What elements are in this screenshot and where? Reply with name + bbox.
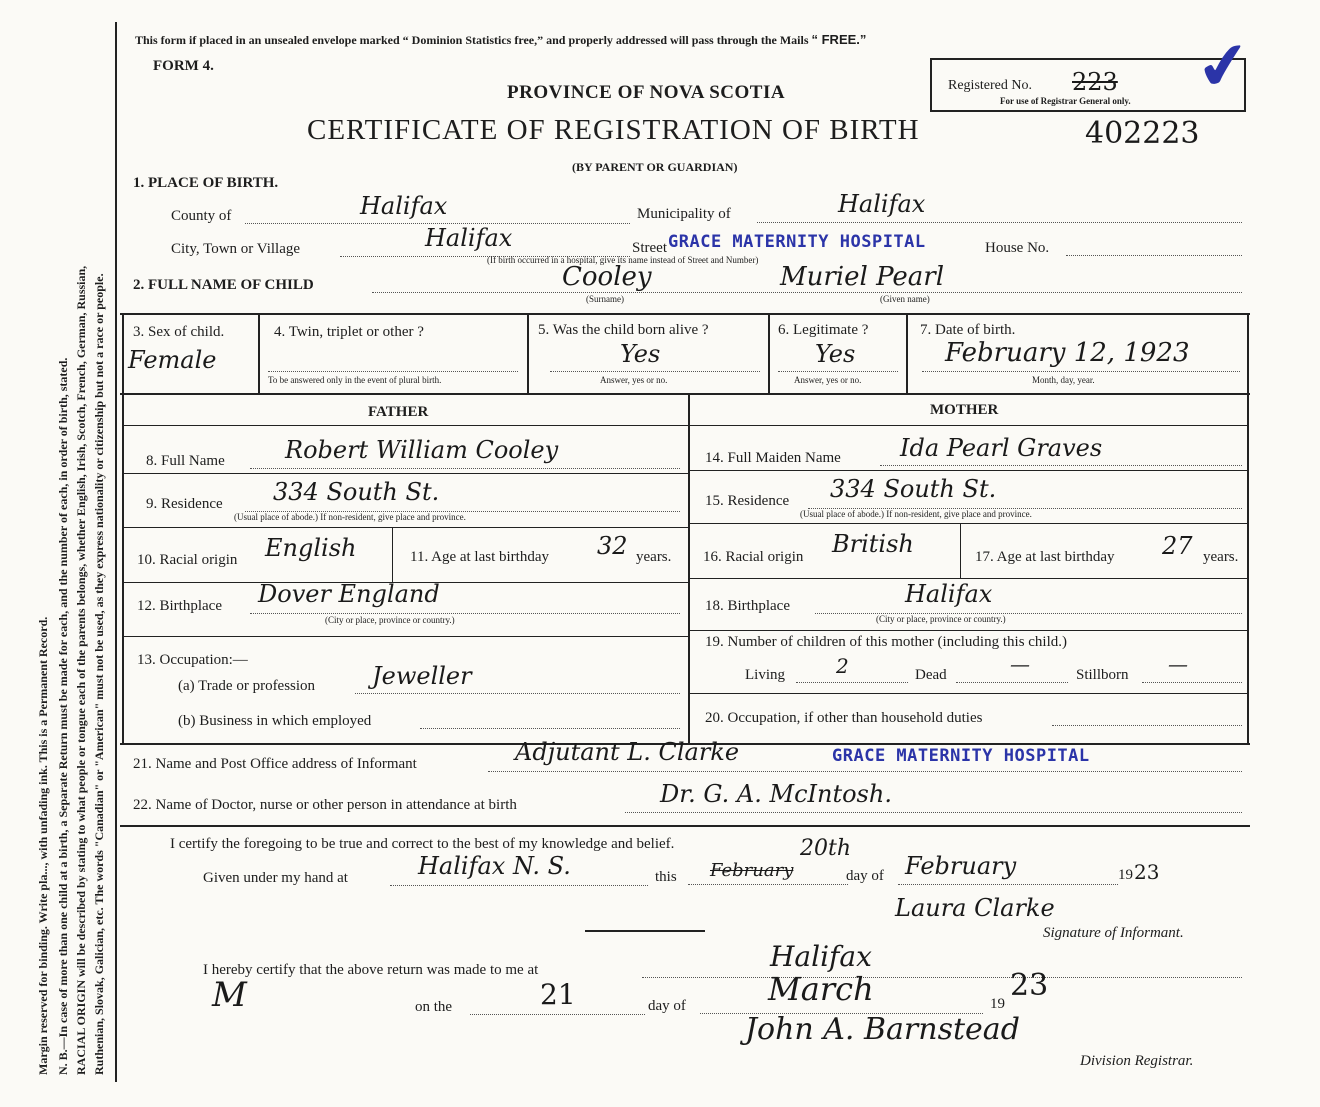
certificate-title: CERTIFICATE OF REGISTRATION OF BIRTH: [307, 114, 920, 146]
house-label: House No.: [985, 240, 1050, 256]
father-business-line: [420, 728, 680, 729]
alive-note: Answer, yes or no.: [600, 375, 668, 385]
day-of-label: day of: [846, 868, 884, 884]
mother-rule-6: [690, 693, 1247, 694]
subtitle: (BY PARENT OR GUARDIAN): [572, 160, 738, 174]
father-birthplace-note: (City or place, province or country.): [325, 615, 455, 625]
alive-label: 5. Was the child born alive ?: [538, 322, 709, 338]
given-note: (Given name): [880, 294, 930, 304]
dob-label: 7. Date of birth.: [920, 322, 1016, 338]
father-business-label: (b) Business in which employed: [178, 713, 372, 729]
informant-name: Adjutant L. Clarke: [515, 738, 740, 766]
father-birthplace-label: 12. Birthplace: [137, 598, 222, 614]
legit-note: Answer, yes or no.: [794, 375, 862, 385]
stillborn-line: [1142, 682, 1242, 683]
detail-divider-4: [906, 313, 908, 393]
father-rule-1: [122, 425, 688, 426]
county-label: County of: [171, 208, 232, 224]
mother-rule-3: [690, 523, 1247, 524]
registrar-note: For use of Registrar General only.: [1000, 96, 1131, 106]
reg-day-of-label: day of: [648, 998, 686, 1014]
dob-line: [922, 371, 1240, 372]
doctor-name: Dr. G. A. McIntosh.: [660, 780, 892, 808]
father-race-label: 10. Racial origin: [137, 552, 238, 568]
mother-years: years.: [1203, 549, 1239, 565]
surname-note: (Surname): [586, 294, 624, 304]
father-years: years.: [636, 549, 672, 565]
hospital-note: (If birth occurred in a hospital, give its name instead of Street and Number): [487, 255, 759, 265]
mother-rule-2: [690, 470, 1247, 471]
city-label: City, Town or Village: [171, 241, 301, 257]
reg-year: 23: [1010, 968, 1049, 1003]
stillborn-value: —: [1168, 652, 1188, 676]
father-name-label: 8. Full Name: [146, 453, 225, 469]
rule-after-details: [120, 393, 1250, 395]
father-age-label: 11. Age at last birthday: [410, 549, 549, 565]
alive-value: Yes: [620, 340, 661, 368]
child-given-name: Muriel Pearl: [780, 262, 945, 292]
hereby-text: I hereby certify that the above return was made to me at: [203, 962, 539, 978]
father-birthplace: Dover England: [258, 580, 440, 608]
father-residence-note: (Usual place of abode.) If non-resident, give place and province.: [234, 512, 466, 522]
mother-age: 27: [1162, 532, 1193, 560]
given-place: Halifax N. S.: [418, 852, 571, 880]
mother-rule-5: [690, 630, 1247, 631]
legit-line: [778, 371, 898, 372]
father-trade: Jeweller: [372, 662, 472, 690]
mother-birthplace: Halifax: [905, 580, 993, 608]
living-value: 2: [836, 654, 849, 678]
mother-heading: MOTHER: [930, 402, 999, 418]
mother-name-label: 14. Full Maiden Name: [705, 450, 841, 466]
reg-initials: M: [212, 975, 247, 1015]
father-rule-5: [122, 636, 688, 637]
detail-box-right: [1247, 313, 1249, 393]
mother-birthplace-note: (City or place, province or country.): [876, 614, 1006, 624]
detail-divider-1: [258, 313, 260, 393]
father-rule-2: [122, 473, 688, 474]
father-trade-line: [355, 693, 680, 694]
registrar-label: Division Registrar.: [1080, 1053, 1194, 1069]
place-label: 1. PLACE OF BIRTH.: [133, 175, 279, 191]
reg-day-line: [470, 1014, 645, 1015]
mother-name-line: [880, 465, 1242, 466]
signature-label: Signature of Informant.: [1043, 925, 1184, 941]
mother-occupation-line: [1052, 725, 1242, 726]
month-line: [898, 884, 1118, 885]
father-trade-label: (a) Trade or profession: [178, 678, 316, 694]
father-residence-label: 9. Residence: [146, 496, 223, 512]
reg-month: March: [768, 970, 874, 1008]
city-value: Halifax: [425, 224, 513, 252]
this-label: this: [655, 869, 677, 885]
mother-race-label: 16. Racial origin: [703, 549, 804, 565]
stillborn-label: Stillborn: [1076, 667, 1129, 683]
dead-label: Dead: [915, 667, 947, 683]
detail-divider-3: [768, 313, 770, 393]
mother-name: Ida Pearl Graves: [900, 434, 1103, 462]
reg-day: 21: [540, 978, 576, 1011]
separator-rule: [585, 930, 705, 932]
twin-note: To be answered only in the event of plural birth.: [268, 375, 442, 385]
alive-line: [550, 371, 760, 372]
father-name: Robert William Cooley: [285, 436, 559, 464]
mother-occupation-label: 20. Occupation, if other than household duties: [705, 710, 983, 726]
reg-year-prefix: 19: [990, 996, 1005, 1012]
mother-birthplace-label: 18. Birthplace: [705, 598, 790, 614]
rule-after-name: [120, 313, 1250, 315]
left-border: [115, 22, 117, 1082]
certificate-number: 402223: [1085, 116, 1200, 151]
child-name-label: 2. FULL NAME OF CHILD: [133, 277, 314, 293]
certify-text: I certify the foregoing to be true and correct to the best of my knowledge and belief.: [170, 836, 675, 852]
detail-divider-2: [527, 313, 529, 393]
registered-label: Registered No.: [948, 78, 1032, 93]
father-heading: FATHER: [368, 404, 429, 420]
father-rule-3: [122, 527, 688, 528]
year-prefix: 19: [1118, 867, 1133, 883]
mother-age-label: 17. Age at last birthday: [975, 549, 1115, 565]
mother-residence-note: (Usual place of abode.) If non-resident, give place and province.: [800, 509, 1032, 519]
given-place-line: [390, 885, 648, 886]
informant-signature: Laura Clarke: [895, 894, 1055, 922]
father-name-line: [250, 468, 680, 469]
municipality-line: [757, 222, 1242, 223]
sex-label: 3. Sex of child.: [133, 324, 225, 340]
dob-value: February 12, 1923: [945, 338, 1190, 368]
father-age: 32: [597, 532, 628, 560]
living-label: Living: [745, 667, 785, 683]
day-value: 20th: [800, 836, 852, 861]
province-heading: PROVINCE OF NOVA SCOTIA: [507, 82, 786, 103]
living-line: [796, 682, 908, 683]
county-value: Halifax: [360, 192, 448, 220]
day-line: [688, 884, 848, 885]
father-birthplace-line: [250, 613, 680, 614]
margin-note-binding: Margin reserved for binding. Write pla..., with unfading ink. This is a Permanent Record.: [36, 616, 50, 1075]
margin-note-racial-origin-1: RACIAL ORIGIN will be described by stating to what people or tongue each of the parents belongs, whether English, Irish, Scotch, French, German, Russian,: [74, 265, 88, 1075]
sex-value: Female: [128, 346, 217, 374]
informant-label: 21. Name and Post Office address of Informant: [133, 756, 417, 772]
registrar-signature: John A. Barnstead: [745, 1012, 1020, 1047]
twin-label: 4. Twin, triplet or other ?: [274, 324, 424, 340]
house-line: [1066, 255, 1242, 256]
reg-place-line: [642, 977, 1242, 978]
father-age-divider: [392, 527, 393, 582]
mother-residence-label: 15. Residence: [705, 493, 790, 509]
registered-number: 223: [1072, 68, 1118, 96]
mail-note: This form if placed in an unsealed envelope marked “ Dominion Statistics free,” and properly addressed will pass through the Mails “ FREE.”: [135, 32, 867, 47]
on-the-label: on the: [415, 999, 453, 1015]
legit-value: Yes: [815, 340, 856, 368]
municipality-value: Halifax: [838, 190, 926, 218]
child-name-line: [372, 292, 1242, 293]
parents-box-left: [122, 393, 124, 743]
father-occupation-label: 13. Occupation:—: [137, 652, 248, 668]
twin-line: [268, 371, 518, 372]
day-struck: February: [710, 860, 794, 881]
child-surname: Cooley: [562, 262, 652, 292]
street-value: GRACE MATERNITY HOSPITAL: [668, 232, 926, 252]
month-value: February: [905, 852, 1017, 880]
detail-box-left: [122, 313, 124, 393]
margin-note-multiple-births: N. B.—In case of more than one child at a birth, a Separate Return must be made for each, and the number of each, in order of birth, stated.: [56, 357, 70, 1075]
informant-line: [488, 771, 1242, 772]
check-icon: ✔: [1192, 27, 1256, 106]
parents-divider: [688, 393, 690, 743]
doctor-line: [625, 812, 1242, 813]
given-label: Given under my hand at: [203, 870, 348, 886]
form-number: FORM 4.: [153, 58, 214, 74]
mother-residence: 334 South St.: [830, 475, 997, 503]
legit-label: 6. Legitimate ?: [778, 322, 869, 338]
father-race: English: [265, 534, 357, 562]
municipality-label: Municipality of: [637, 206, 731, 222]
doctor-label: 22. Name of Doctor, nurse or other person in attendance at birth: [133, 797, 517, 813]
dead-line: [956, 682, 1068, 683]
dead-value: —: [1010, 652, 1030, 676]
informant-address: GRACE MATERNITY HOSPITAL: [832, 746, 1090, 766]
parents-box-right: [1247, 393, 1249, 743]
father-residence: 334 South St.: [273, 478, 440, 506]
mother-age-divider: [960, 523, 961, 578]
mother-rule-1: [690, 425, 1247, 426]
children-label: 19. Number of children of this mother (including this child.): [705, 634, 1068, 650]
mother-race: British: [832, 530, 914, 558]
margin-note-racial-origin-2: Ruthenian, Slovak, Galician, etc. The words "Canadian" or "American" must not be used, as they express nationality or citizenship but not a race or people.: [92, 273, 106, 1075]
year-value: 23: [1134, 860, 1160, 884]
dob-note: Month, day, year.: [1032, 375, 1095, 385]
street-label: Street: [632, 240, 667, 256]
mother-rule-4: [690, 578, 1247, 579]
reg-place: Halifax: [770, 940, 872, 973]
rule-after-doctor: [120, 825, 1250, 827]
